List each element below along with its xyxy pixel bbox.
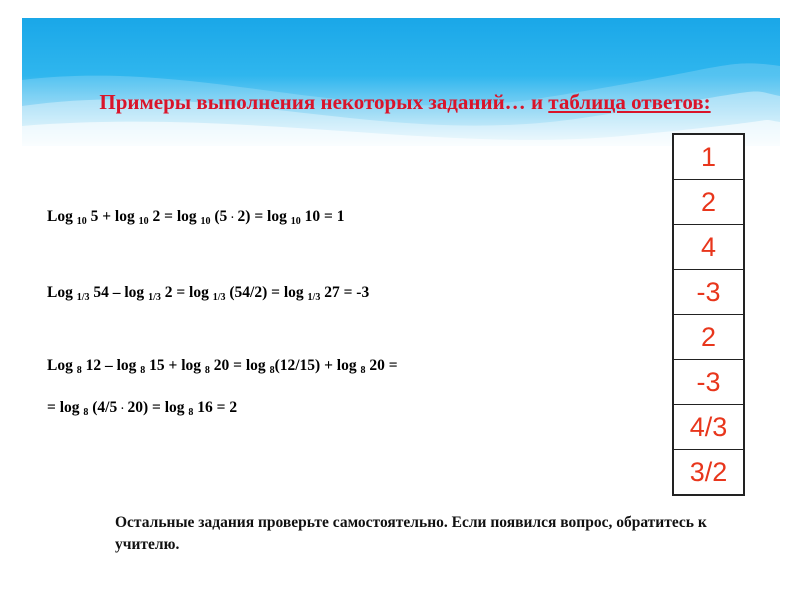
- log-base: 10: [200, 216, 211, 227]
- answer-cell: 4: [673, 225, 744, 270]
- log-base: 8: [269, 365, 275, 376]
- equation-text: Log: [47, 208, 77, 225]
- answer-row: [673, 134, 744, 180]
- equation-text: 27 = -3: [320, 284, 370, 301]
- page-title: [10, 90, 800, 115]
- answer-row: [673, 450, 744, 496]
- equation-text: 10 = 1: [300, 208, 345, 225]
- equation-text: 2 = log: [160, 284, 213, 301]
- log-base: 10: [76, 216, 87, 227]
- multiply-dot: .: [231, 210, 234, 221]
- header-banner: [22, 18, 780, 146]
- answer-row: [673, 180, 744, 225]
- answer-row: [673, 225, 744, 270]
- equation-1: [47, 208, 344, 227]
- title-answers-link: таблица ответов:: [548, 90, 711, 114]
- equation-text: 20) = log: [123, 399, 189, 416]
- equation-text: Log: [47, 284, 77, 301]
- answer-row: [673, 360, 744, 405]
- log-base: 8: [140, 365, 146, 376]
- equation-text: 2) = log: [233, 208, 291, 225]
- equation-text: 5 + log: [86, 208, 139, 225]
- log-base: 8: [188, 407, 194, 418]
- log-base: 10: [138, 216, 149, 227]
- answer-cell: 3/2: [673, 450, 744, 496]
- equation-text: (12/15) + log: [274, 357, 361, 374]
- log-base: 1/3: [307, 292, 321, 303]
- answer-cell: -3: [673, 270, 744, 315]
- log-base: 1/3: [148, 292, 161, 303]
- equation-text: 12 – log: [81, 357, 141, 374]
- title-and: и: [530, 90, 549, 114]
- equation-text: (5: [210, 208, 232, 225]
- answer-cell: 2: [673, 180, 744, 225]
- equation-text: 2 = log: [148, 208, 201, 225]
- equation-text: (4/5: [88, 399, 122, 416]
- equation-text: (54/2) = log: [225, 284, 308, 301]
- equation-text: 15 + log: [145, 357, 205, 374]
- answer-row: [673, 405, 744, 450]
- multiply-dot: .: [121, 401, 124, 412]
- log-base: 8: [204, 365, 210, 376]
- equation-text: = log: [47, 399, 84, 416]
- answers-table: [672, 133, 745, 496]
- answer-cell: 4/3: [673, 405, 744, 450]
- equation-text: 20 = log: [209, 357, 270, 374]
- log-base: 1/3: [76, 292, 90, 303]
- equation-2: [47, 284, 369, 303]
- answer-cell: 1: [673, 134, 744, 180]
- equation-3: [47, 357, 398, 376]
- log-base: 8: [76, 365, 82, 376]
- equation-text: Log: [47, 357, 77, 374]
- answer-cell: 2: [673, 315, 744, 360]
- equation-4: [47, 399, 237, 418]
- equation-text: 20 =: [365, 357, 398, 374]
- log-base: 10: [290, 216, 301, 227]
- answer-row: [673, 315, 744, 360]
- answer-row: [673, 270, 744, 315]
- log-base: 1/3: [212, 292, 226, 303]
- wave-decoration: [22, 18, 780, 146]
- log-base: 8: [83, 407, 89, 418]
- title-main: Примеры выполнения некоторых заданий…: [99, 90, 531, 114]
- instruction-note: Остальные задания проверьте самостоятельно. Если появился вопрос, обратитесь к учителю.: [115, 514, 707, 553]
- equation-text: 16 = 2: [193, 399, 238, 416]
- answer-cell: -3: [673, 360, 744, 405]
- equation-text: 54 – log: [89, 284, 149, 301]
- log-base: 8: [360, 365, 366, 376]
